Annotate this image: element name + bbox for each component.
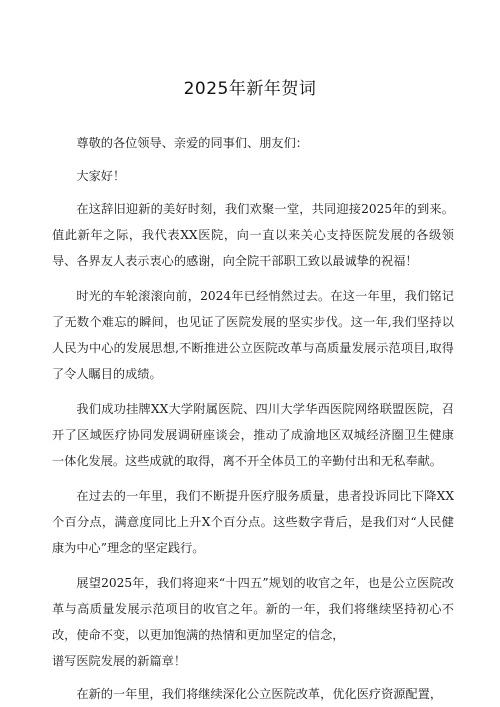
body-paragraph: 在新的一年里，我们将继续深化公立医院改革，优化医疗资源配置，: [76, 687, 443, 701]
body-paragraph: 在这辞旧迎新的美好时刻，我们欢聚一堂，共同迎接2025年的到来。值此新年之际，我代表XX医院，向一直以来关心支持医院发展的各级领导、各界友人表示衷心的感谢，向全院干部职工致以最诚挚的祝福！: [52, 202, 454, 268]
salutation-paragraph: 尊敬的各位领导、亲爱的同事们、朋友们：: [76, 136, 308, 150]
body-paragraph: 在过去的一年里，我们不断提升医疗服务质量，患者投诉同比下降XX个百分点，满意度同比上升X个百分点。这些数字背后，是我们对“人民健康为中心”理念的坚定践行。: [52, 489, 454, 555]
body-paragraph-continuation: 谱写医院发展的新篇章！: [52, 654, 187, 668]
greeting-paragraph: 大家好！: [76, 169, 126, 183]
body-paragraph: 展望2025年，我们将迎来“十四五”规划的收官之年，也是公立医院改革与高质量发展示范项目的收官之年。新的一年，我们将继续坚持初心不改，使命不变，以更加饱满的热情和更加坚定的信念，: [52, 576, 454, 642]
document-title: 2025年新年贺词: [183, 79, 317, 99]
body-paragraph: 我们成功挂牌XX大学附属医院、四川大学华西医院网络联盟医院，召开了区域医疗协同发展调研座谈会，推动了成渝地区双城经济圈卫生健康一体化发展。这些成就的取得，离不开全体员工的辛勤付出和无私奉献。: [52, 402, 454, 468]
document-body: [52, 130, 454, 707]
body-paragraph: 时光的车轮滚滚向前，2024年已经悄然过去。在这一年里，我们铭记了无数个难忘的瞬间，也见证了医院发展的坚实步伐。这一年,我们坚持以人民为中心的发展思想,不断推进公立医院改革与高质量发展示范项目,取得了令人瞩目的成绩。: [52, 289, 454, 381]
